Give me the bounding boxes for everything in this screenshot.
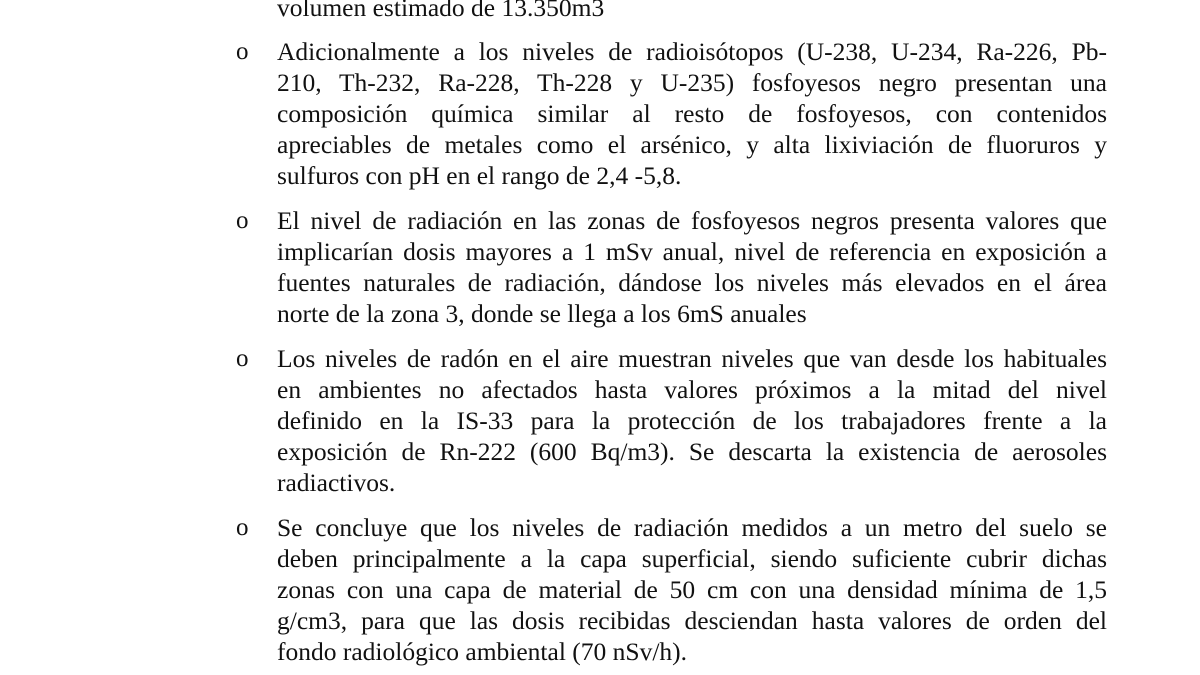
bullet-text-line: exposición de Rn-222 (600 Bq/m3). Se descarta la existencia de aerosoles <box>277 437 1107 466</box>
bullet-text-line: implicarían dosis mayores a 1 mSv anual, nivel de referencia en exposición a <box>277 237 1107 266</box>
bullet-text-line: sulfuros con pH en el rango de 2,4 -5,8. <box>277 161 682 190</box>
bullet-text-line: zonas con una capa de material de 50 cm con una densidad mínima de 1,5 <box>277 575 1107 604</box>
bullet-text-line: fuentes naturales de radiación, dándose los niveles más elevados en el área <box>277 268 1107 297</box>
bullet-marker: o <box>236 38 249 65</box>
bullet-text-line: El nivel de radiación en las zonas de fosfoyesos negros presenta valores que <box>277 206 1107 235</box>
bullet-text-line: radiactivos. <box>277 468 396 497</box>
bullet-text-line: Adicionalmente a los niveles de radioisótopos (U-238, U-234, Ra-226, Pb- <box>277 37 1107 66</box>
bullet-text-line: g/cm3, para que las dosis recibidas desciendan hasta valores de orden del <box>277 606 1107 635</box>
bullet-text-line: composición química similar al resto de fosfoyesos, con contenidos <box>277 99 1107 128</box>
bullet-text-line: deben principalmente a la capa superficial, siendo suficiente cubrir dichas <box>277 544 1107 573</box>
bullet-marker: o <box>236 207 249 234</box>
bullet-text-line: norte de la zona 3, donde se llega a los 6mS anuales <box>277 299 807 328</box>
bullet-text-line: fondo radiológico ambiental (70 nSv/h). <box>277 637 688 666</box>
bullet-text-line: Se concluye que los niveles de radiación medidos a un metro del suelo se <box>277 513 1107 542</box>
bullet-marker: o <box>236 345 249 372</box>
bullet-text-line: 210, Th-232, Ra-228, Th-228 y U-235) fosfoyesos negro presentan una <box>277 68 1107 97</box>
bullet-marker: o <box>236 514 249 541</box>
bullet-text-line: en ambientes no afectados hasta valores próximos a la mitad del nivel <box>277 375 1107 404</box>
bullet-text-line: apreciables de metales como el arsénico, y alta lixiviación de fluoruros y <box>277 130 1107 159</box>
bullet-text-line: definido en la IS-33 para la protección de los trabajadores frente a la <box>277 406 1107 435</box>
bullet-text-line: Los niveles de radón en el aire muestran niveles que van desde los habituales <box>277 344 1107 373</box>
intro-text-line: volumen estimado de 13.350m3 <box>277 0 605 22</box>
